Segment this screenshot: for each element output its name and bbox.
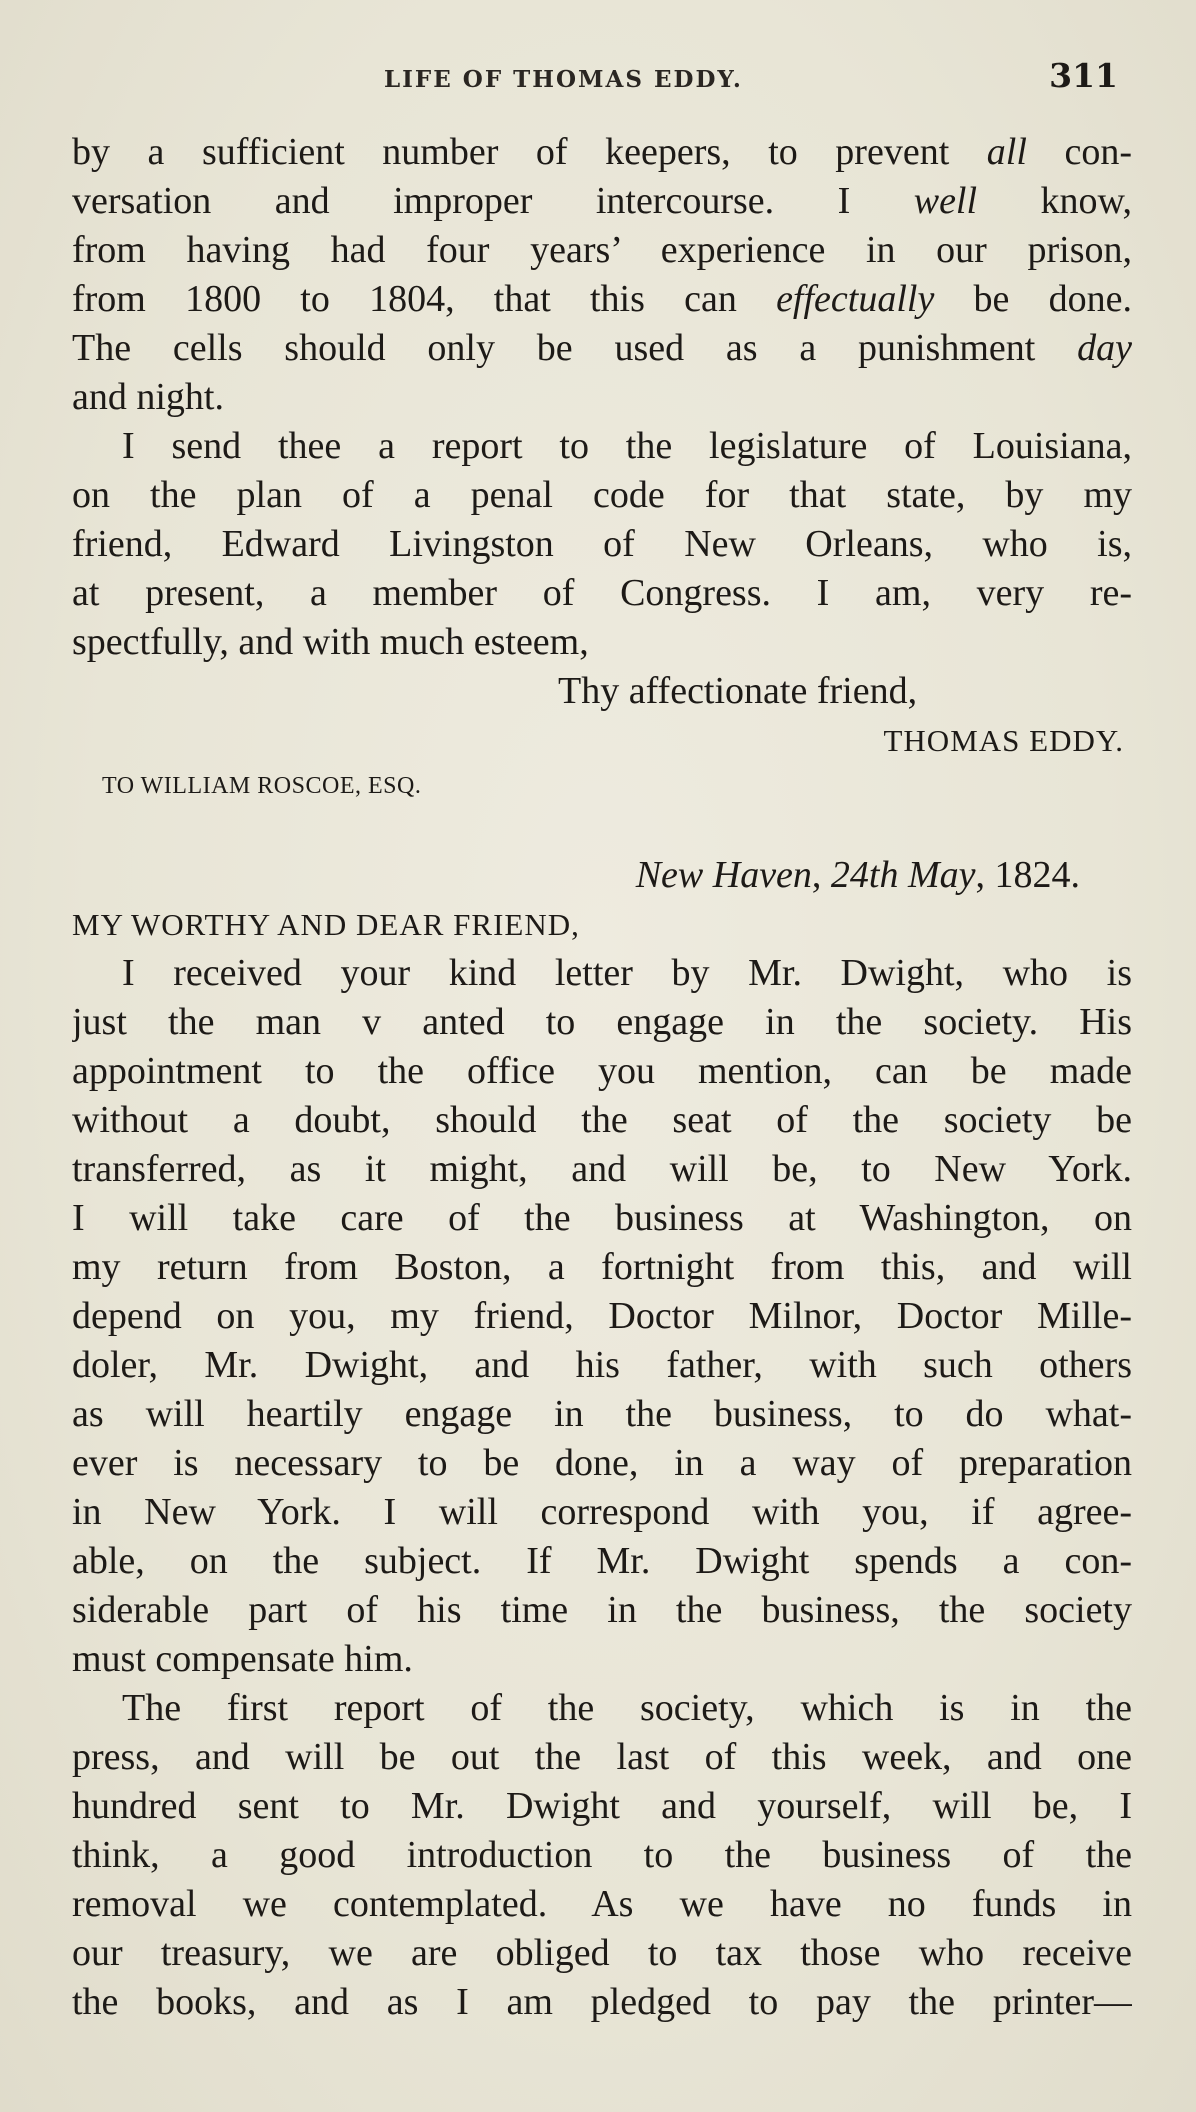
text-line-25: doler, Mr. Dwight, and his father, with such others (72, 1344, 1132, 1386)
closing-salutation: Thy affectionate friend, (558, 670, 918, 712)
text-line-20: without a doubt, should the seat of the society be (72, 1099, 1132, 1141)
text-line-32: The first report of the society, which is in the (122, 1687, 1132, 1729)
text-line-4: from 1800 to 1804, that this can effectually be done. (72, 278, 1132, 320)
text-line-38: the books, and as I am pledged to pay the printer— (72, 1981, 1132, 2023)
body-text (72, 128, 1132, 2027)
text-line-31: must compensate him. (72, 1638, 413, 1680)
text-line-30: siderable part of his time in the business, the society (72, 1589, 1132, 1631)
text-line-29: able, on the subject. If Mr. Dwight spends a con- (72, 1540, 1132, 1582)
page-header (78, 56, 1118, 100)
text-line-34: hundred sent to Mr. Dwight and yourself, will be, I (72, 1785, 1132, 1827)
text-line-24: depend on you, my friend, Doctor Milnor, Doctor Mille- (72, 1295, 1132, 1337)
page-number: 311 (1049, 56, 1118, 95)
text-line-28: in New York. I will correspond with you, if agree- (72, 1491, 1132, 1533)
text-line-3: from having had four years’ experience in our prison, (72, 229, 1132, 271)
text-line-5: The cells should only be used as a punishment day (72, 327, 1132, 369)
text-line-10: at present, a member of Congress. I am, very re- (72, 572, 1132, 614)
text-line-26: as will heartily engage in the business, to do what- (72, 1393, 1132, 1435)
signature-name: THOMAS EDDY. (883, 723, 1124, 758)
text-line-37: our treasury, we are obliged to tax those who receive (72, 1932, 1132, 1974)
text-line-9: friend, Edward Livingston of New Orleans, who is, (72, 523, 1132, 565)
letter-salutation: MY WORTHY AND DEAR FRIEND, (72, 907, 580, 942)
addressee-line: TO WILLIAM ROSCOE, ESQ. (102, 773, 422, 799)
text-line-8: on the plan of a penal code for that state, by my (72, 474, 1132, 516)
letter-divider-space (72, 807, 1132, 851)
text-line-19: appointment to the office you mention, can be made (72, 1050, 1132, 1092)
text-line-2: versation and improper intercourse. I well know, (72, 180, 1132, 222)
text-line-33: press, and will be out the last of this week, and one (72, 1736, 1132, 1778)
text-line-11: spectfully, and with much esteem, (72, 621, 589, 663)
text-line-36: removal we contemplated. As we have no funds in (72, 1883, 1132, 1925)
text-line-18: just the man v anted to engage in the society. His (72, 1001, 1132, 1043)
running-head: LIFE OF THOMAS EDDY. (384, 66, 743, 93)
text-line-1: by a sufficient number of keepers, to prevent all con- (72, 131, 1132, 173)
letter-dateline: New Haven, 24th May, 1824. (635, 854, 1080, 896)
text-line-23: my return from Boston, a fortnight from this, and will (72, 1246, 1132, 1288)
text-line-27: ever is necessary to be done, in a way of preparation (72, 1442, 1132, 1484)
text-line-6: and night. (72, 376, 224, 418)
text-line-22: I will take care of the business at Washington, on (72, 1197, 1132, 1239)
text-line-7: I send thee a report to the legislature of Louisiana, (122, 425, 1132, 467)
text-line-35: think, a good introduction to the business of the (72, 1834, 1132, 1876)
text-line-17: I received your kind letter by Mr. Dwight, who is (122, 952, 1132, 994)
text-line-21: transferred, as it might, and will be, to New York. (72, 1148, 1132, 1190)
